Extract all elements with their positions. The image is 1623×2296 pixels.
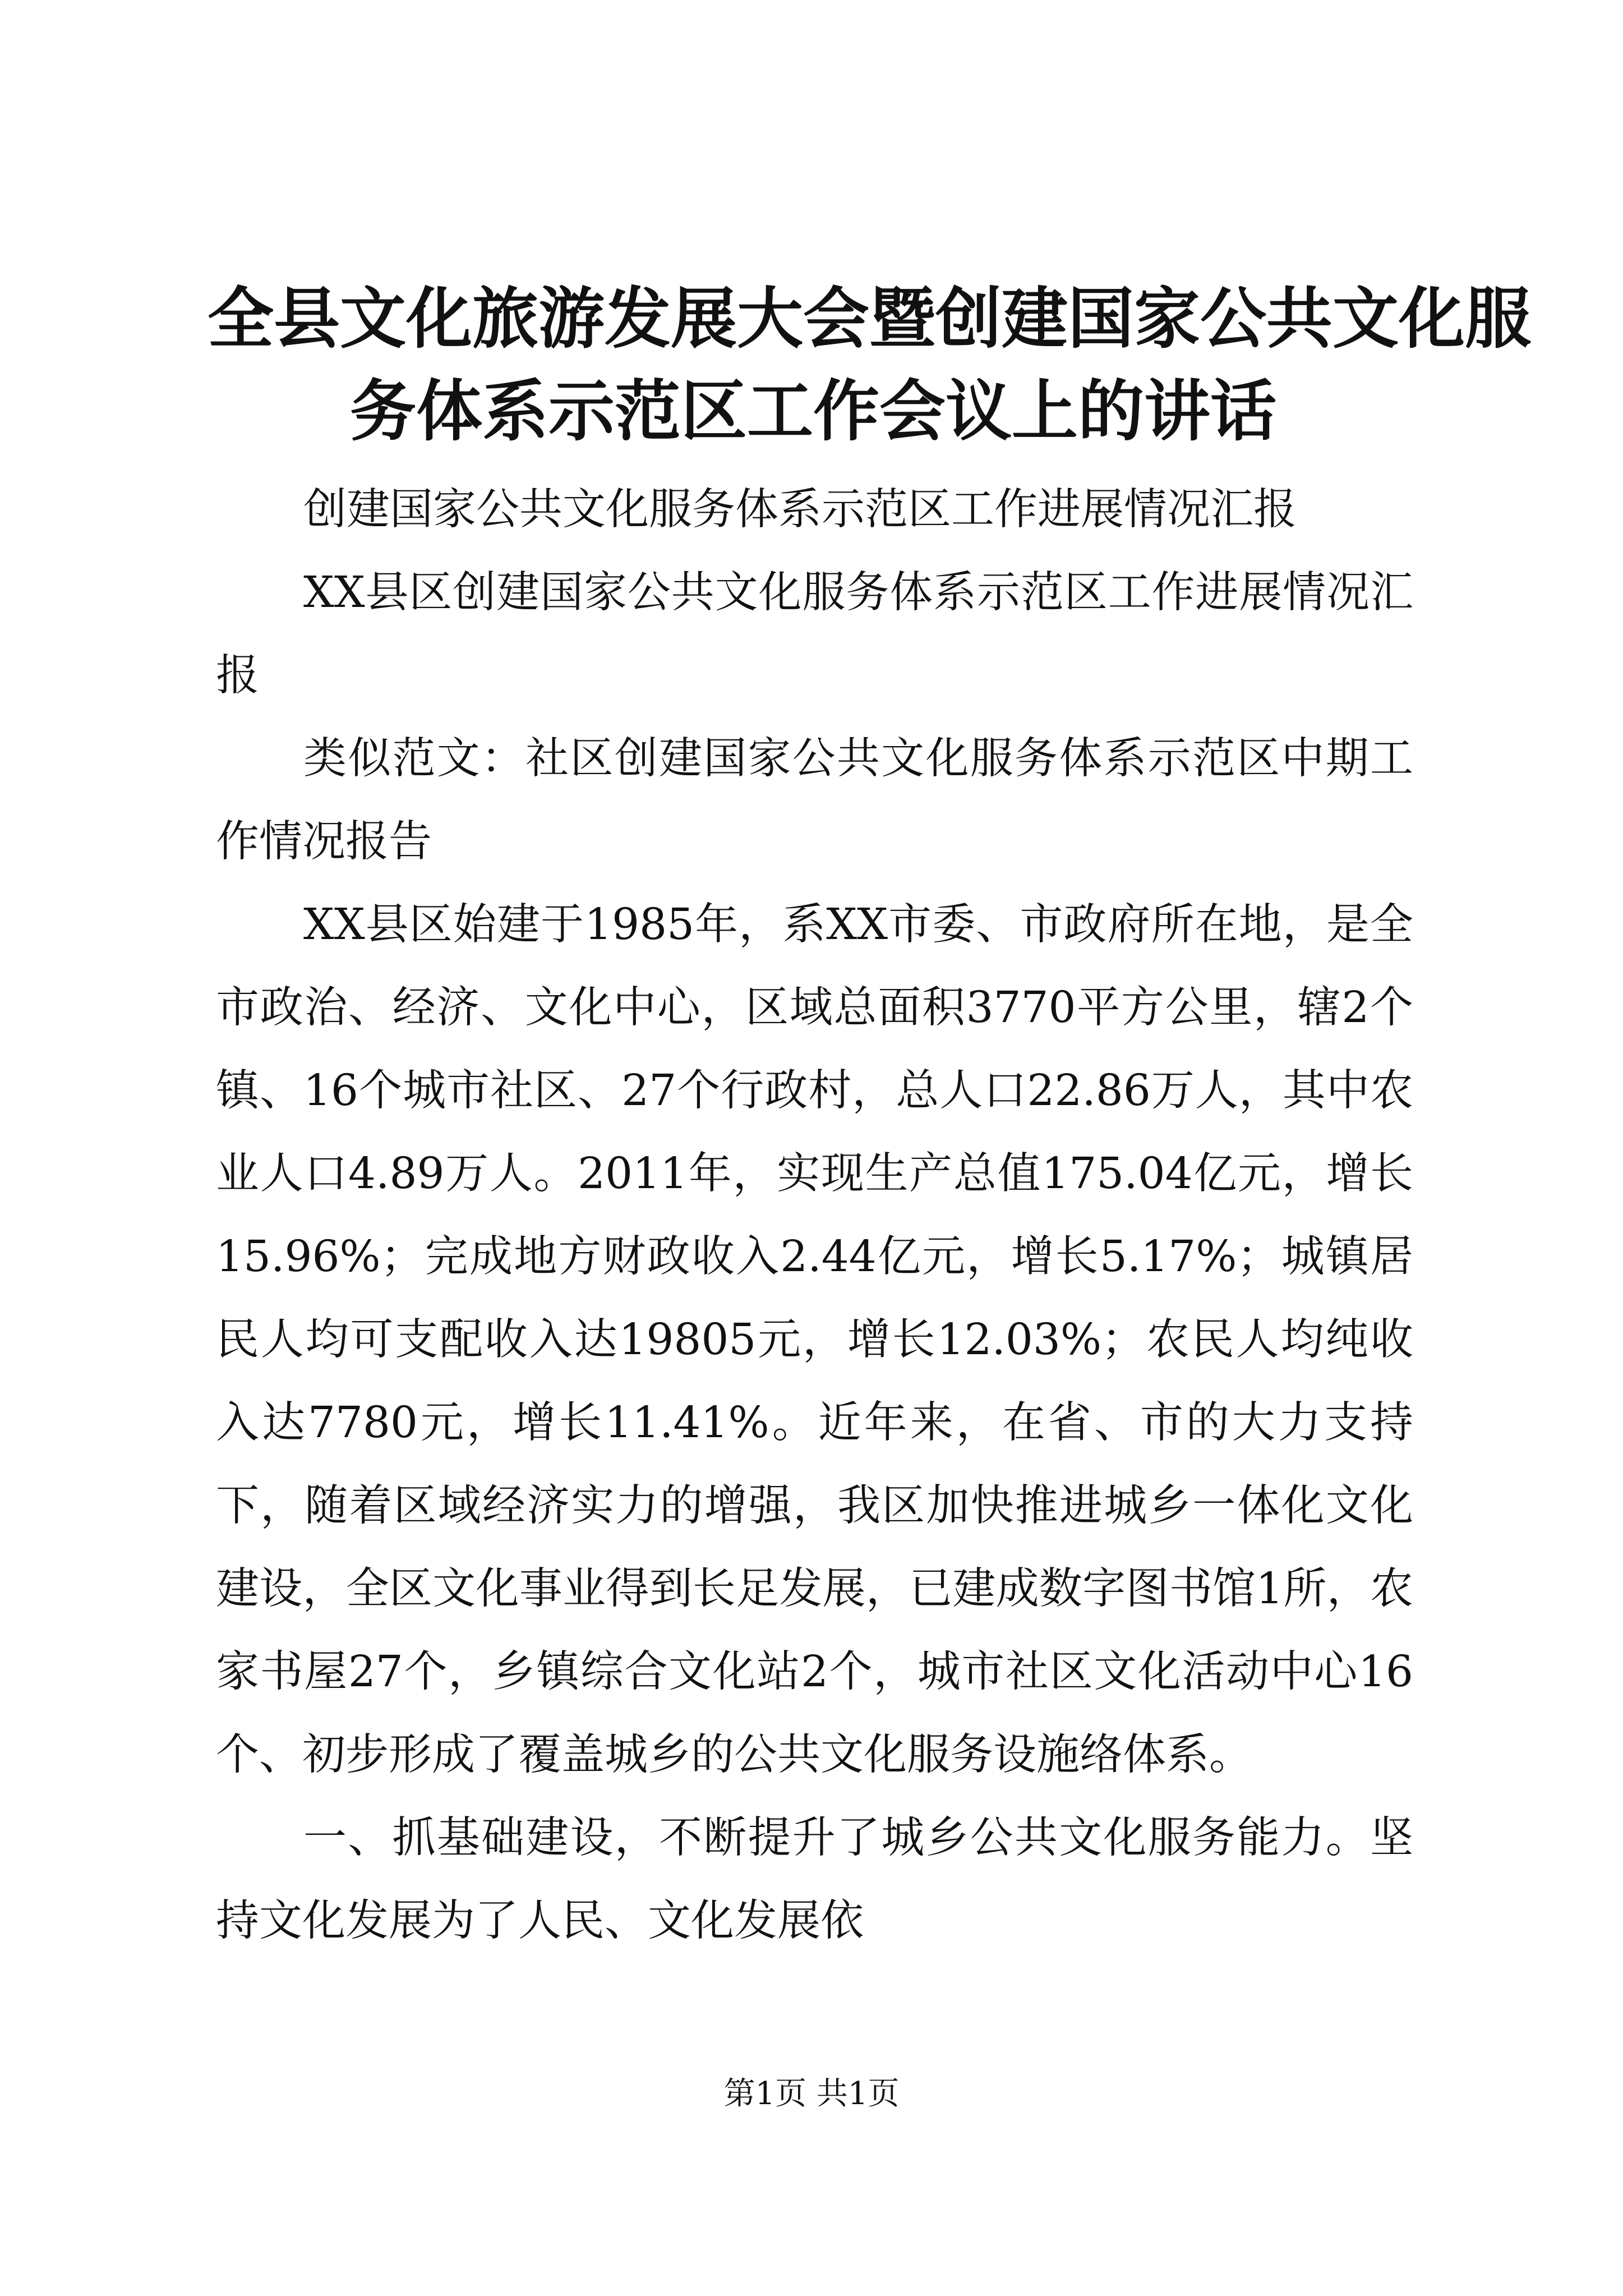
page-footer: 第1页 共1页 [723, 2076, 900, 2112]
paragraph-report-title: XX县区创建国家公共文化服务体系示范区工作进展情况汇报 [216, 568, 1413, 701]
title-line-1: 全县文化旅游发展大会暨创建国家公共文化服 [208, 279, 1532, 357]
document-title [208, 272, 1532, 457]
title-line-2: 务体系示范区工作会议上的讲话 [349, 372, 1276, 450]
paragraph-district-overview: XX县区始建于1985年，系XX市委、市政府所在地，是全市政治、经济、文化中心，区域总面积3770平方公里，辖2个镇、16个城市社区、27个行政村，总人口22.86万人，其中农业人口4.89万人。2011年，实现生产总值175.04亿元，增长15.96%；完成地方财政收入2.44亿元，增长5.17%；城镇居民人均可支配收入达19805元，增长12.03%；农民人均纯收入达7780元，增长11.41%。近年来，在省、市的大力支持下，随着区域经济实力的增强，我区加快推进城乡一体化文化建设，全区文化事业得到长足发展，已建成数字图书馆1所，农家书屋27个，乡镇综合文化站2个，城市社区文化活动中心16个、初步形成了覆盖城乡的公共文化服务设施络体系。 [216, 900, 1413, 1780]
document-body [216, 468, 1413, 1963]
paragraph-report-heading: 创建国家公共文化服务体系示范区工作进展情况汇报 [303, 485, 1297, 535]
paragraph-section-one: 一、抓基础建设，不断提升了城乡公共文化服务能力。坚持文化发展为了人民、文化发展依 [216, 1813, 1413, 1946]
paragraph-similar-text: 类似范文：社区创建国家公共文化服务体系示范区中期工作情况报告 [216, 734, 1413, 867]
